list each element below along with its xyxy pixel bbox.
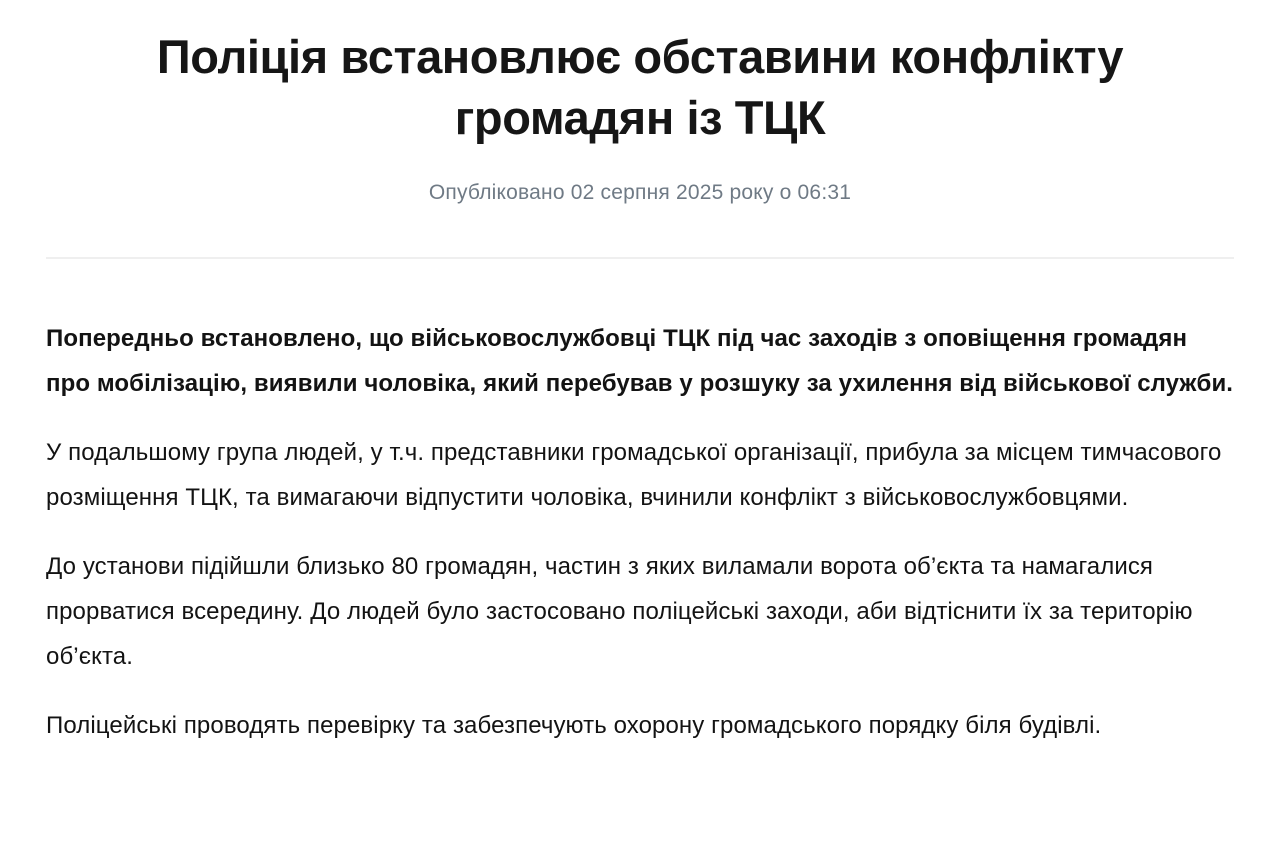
divider-line	[46, 257, 1234, 259]
paragraph: Поліцейські проводять перевірку та забезпечують охорону громадського порядку біля будівлі.	[46, 712, 1102, 740]
published-date: Опубліковано 02 серпня 2025 року о 06:31	[428, 181, 852, 205]
article-body	[46, 316, 1234, 748]
lead-paragraph: Попередньо встановлено, що військовослужбовці ТЦК під час заходів з оповіщення громадян про мобілізацію, виявили чоловіка, який перебував у розшуку за ухилення від військової служби.	[46, 325, 1234, 398]
paragraph: До установи підійшли близько 80 громадян, частин з яких виламали ворота об’єкта та намагалися прорватися всередину. До людей було застосовано поліцейські заходи, аби відтіснити їх за територію об’єкта.	[46, 553, 1193, 671]
article-content	[0, 26, 1280, 748]
article-title: Поліція встановлює обставини конфлікту громадян із ТЦК	[156, 30, 1124, 145]
paragraph: У подальшому група людей, у т.ч. представники громадської організації, прибула за місцем тимчасового розміщення ТЦК, та вимагаючи відпустити чоловіка, вчинили конфлікт з військовослужбовцями.	[46, 439, 1222, 512]
